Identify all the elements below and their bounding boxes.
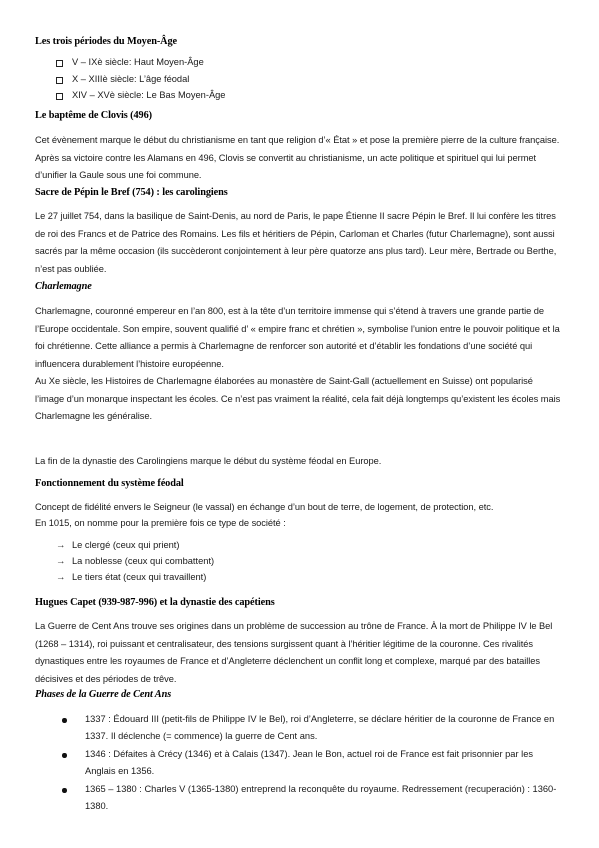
list-item: V – IXè siècle: Haut Moyen-Âge bbox=[72, 57, 204, 67]
arrow-right-icon: → bbox=[56, 572, 66, 583]
bullet-icon bbox=[62, 788, 67, 793]
paragraph-carolingiens-fin: La fin de la dynastie des Carolingiens marque le début du système féodal en Europe. bbox=[35, 456, 382, 466]
paragraph-charlemagne-2: Au Xe siècle, les Histoires de Charlemagne élaborées au monastère de Saint-Gall (actuellement en Suisse) ont popularisé l’image d’un monarque inspectant les écoles. Ce n’est pas vraiment la réalité, cela fait déjà longtemps qu’existent les écoles mais Charlemagne les généralise. bbox=[35, 376, 561, 422]
paragraph-capet: La Guerre de Cent Ans trouve ses origines dans un problème de succession au trône de France. À la mort de Philippe IV le Bel (1268 – 1314), roi puissant et centralisateur, des tensions surgissent quant à l’héritier légitime de la couronne. Ces rivalités dynastiques entre les royaumes de France et d’Angleterre déclenchent un conflit long et complexe, marqué par des batailles décisives et des périodes de trêve. bbox=[35, 621, 553, 684]
paragraph-charlemagne-1: Charlemagne, couronné empereur en l’an 800, est à la tête d’un territoire immense qui s’étend à travers une grande partie de l’Europe occidentale. Son empire, souvent qualifié d’ « empire franc et chrétien », symbolise l’union entre le pouvoir politique et la foi chrétienne. Cette alliance a permis à Charlemagne de renforcer son autorité et d’établir les fondations d’une société qui influencera durablement l’histoire européenne. bbox=[35, 306, 560, 369]
list-item: 1365 – 1380 : Charles V (1365-1380) entreprend la reconquête du royaume. Redressement (recuperación) : 1360- 1380. bbox=[85, 784, 557, 812]
heading-clovis: Le baptême de Clovis (496) bbox=[35, 110, 152, 121]
heading-feodal: Fonctionnement du système féodal bbox=[35, 478, 184, 489]
paragraph-feodal-1: Concept de fidélité envers le Seigneur (le vassal) en échange d’un bout de terre, de logement, de protection, etc. bbox=[35, 502, 494, 512]
heading-capet: Hugues Capet (939-987-996) et la dynastie des capétiens bbox=[35, 597, 275, 608]
list-item: Le tiers état (ceux qui travaillent) bbox=[72, 572, 207, 582]
heading-pepin: Sacre de Pépin le Bref (754) : les carolingiens bbox=[35, 187, 228, 198]
list-item: Le clergé (ceux qui prient) bbox=[72, 540, 180, 550]
checkbox-icon bbox=[56, 60, 63, 67]
list-item: XIV – XVè siècle: Le Bas Moyen-Âge bbox=[72, 90, 226, 100]
list-item: La noblesse (ceux qui combattent) bbox=[72, 556, 215, 566]
checkbox-icon bbox=[56, 93, 63, 100]
bullet-icon bbox=[62, 718, 67, 723]
list-item: 1337 : Édouard III (petit-fils de Philippe IV le Bel), roi d’Angleterre, se déclare héritier de la couronne de France en 1337. Il déclenche (= commence) la guerre de Cent ans. bbox=[85, 714, 555, 742]
checkbox-icon bbox=[56, 77, 63, 84]
paragraph-feodal-2: En 1015, on nomme pour la première fois ce type de société : bbox=[35, 518, 286, 528]
list-item: X – XIIIè siècle: L’âge féodal bbox=[72, 74, 190, 84]
arrow-right-icon: → bbox=[56, 556, 66, 567]
list-item: 1346 : Défaites à Crécy (1346) et à Calais (1347). Jean le Bon, actuel roi de France est fait prisonnier par les Anglais en 1356. bbox=[85, 749, 534, 777]
bullet-icon bbox=[62, 753, 67, 758]
arrow-right-icon: → bbox=[56, 540, 66, 551]
heading-guerre: Phases de la Guerre de Cent Ans bbox=[35, 689, 172, 700]
heading-periodes: Les trois périodes du Moyen-Âge bbox=[35, 36, 178, 47]
paragraph-clovis: Cet évènement marque le début du christianisme en tant que religion d’« État » et pose la première pierre de la culture française. Après sa victoire contre les Alamans en 496, Clovis se convertit au christianisme, un acte politique et spirituel qui lui permet d’unifier la Gaule sous une foi commune. bbox=[35, 135, 560, 181]
heading-charlemagne: Charlemagne bbox=[35, 281, 92, 292]
paragraph-pepin: Le 27 juillet 754, dans la basilique de Saint-Denis, au nord de Paris, le pape Étienne II sacre Pépin le Bref. Il lui confère les titres de roi des Francs et de Patrice des Romains. Les fils et héritiers de Pépin, Carloman et Charles (futur Charlemagne), sont aussi sacrés par la même occasion (ils succèderont conjointement à leur père quatorze ans plus tard). Leur mère, Bertrade ou Berthe, n’est pas oubliée. bbox=[35, 211, 557, 274]
